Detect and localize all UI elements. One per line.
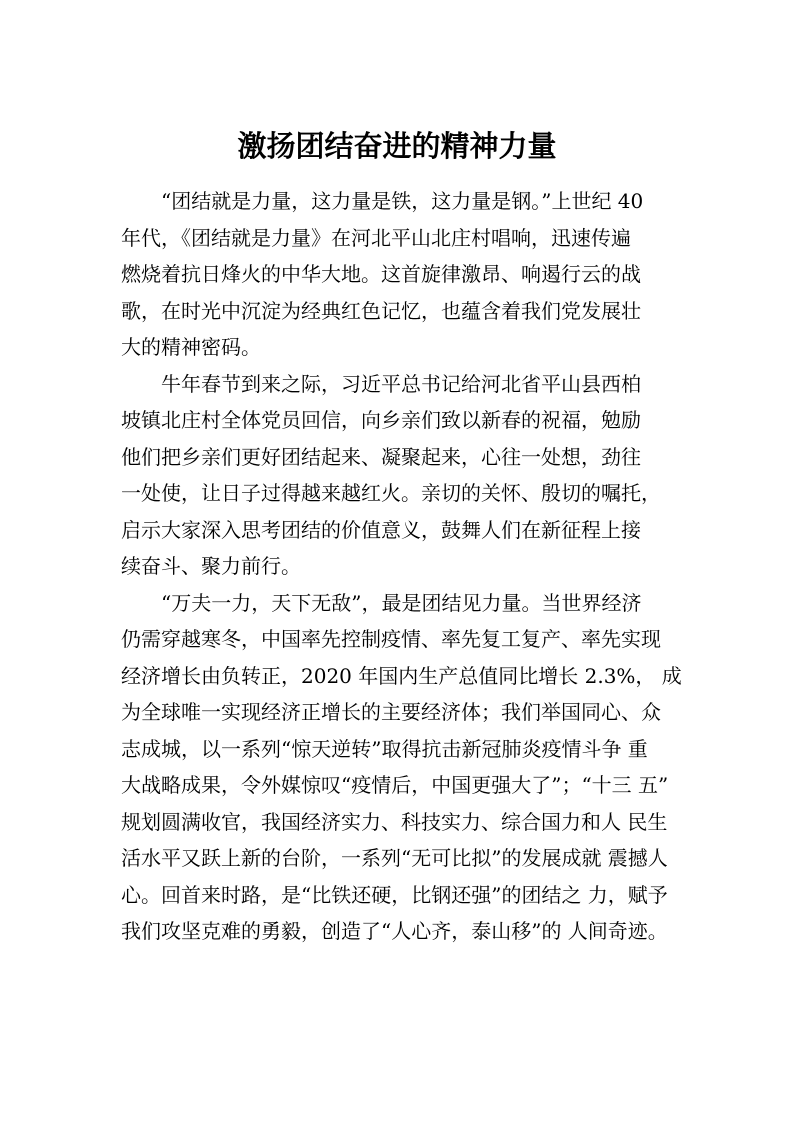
text-line: 为全球唯一实现经济正增长的主要经济体；我们举国同心、众 [121, 700, 661, 724]
text-line: 大的精神密码。 [121, 335, 261, 359]
text-line: “万夫一力，天下无敌”，最是团结见力量。当世界经济 [161, 590, 642, 615]
document-body [121, 183, 693, 950]
text-line: 心。回首来时路，是“比铁还硬，比钢还强”的团结之 力，赋予 [121, 882, 668, 907]
text-line: 活水平又跃上新的台阶，一系列“无可比拟”的发展成就 震撼人 [121, 846, 668, 870]
text-line: 一处使，让日子过得越来越红火。亲切的关怀、殷切的嘱托， [121, 481, 661, 505]
text-line: 志成城，以一系列“惊天逆转”取得抗击新冠肺炎疫情斗争 重 [121, 736, 648, 761]
text-line: 大战略成果，令外媒惊叹“疫情后，中国更强大了”；“十三 五” [121, 773, 669, 797]
paragraph-3 [121, 585, 693, 950]
paragraph-2 [121, 366, 693, 585]
text-line: 年代，《团结就是力量》在河北平山北庄村唱响，迅速传遍 [121, 225, 631, 250]
text-line: 规划圆满收官，我国经济实力、科技实力、综合国力和人 民生 [121, 809, 668, 834]
text-line: 续奋斗、聚力前行。 [121, 554, 301, 578]
paragraph-1 [121, 183, 693, 366]
text-line: 歌，在时光中沉淀为经典红色记忆，也蕴含着我们党发展壮 [121, 298, 641, 323]
text-line: 坡镇北庄村全体党员回信，向乡亲们致以新春的祝福，勉励 [121, 408, 641, 432]
document-title: 激扬团结奋进的精神力量 [237, 129, 557, 163]
text-line: 我们攻坚克难的勇毅，创造了“人心齐，泰山移”的 人间奇迹。 [121, 919, 668, 943]
text-line: “团结就是力量，这力量是铁，这力量是钢。”上世纪 40 [161, 189, 644, 213]
text-line: 启示大家深入思考团结的价值意义，鼓舞人们在新征程上接 [121, 517, 641, 542]
text-line: 燃烧着抗日烽火的中华大地。这首旋律激昂、响遏行云的战 [121, 262, 641, 286]
text-line: 仍需穿越寒冬，中国率先控制疫情、率先复工复产、率先实现 [121, 627, 661, 651]
text-line: 经济增长由负转正，2020 年国内生产总值同比增长 2.3%， 成 [121, 663, 682, 688]
text-line: 他们把乡亲们更好团结起来、凝聚起来，心往一处想，劲往 [121, 444, 641, 469]
text-line: 牛年春节到来之际，习近平总书记给河北省平山县西柏 [161, 371, 641, 396]
